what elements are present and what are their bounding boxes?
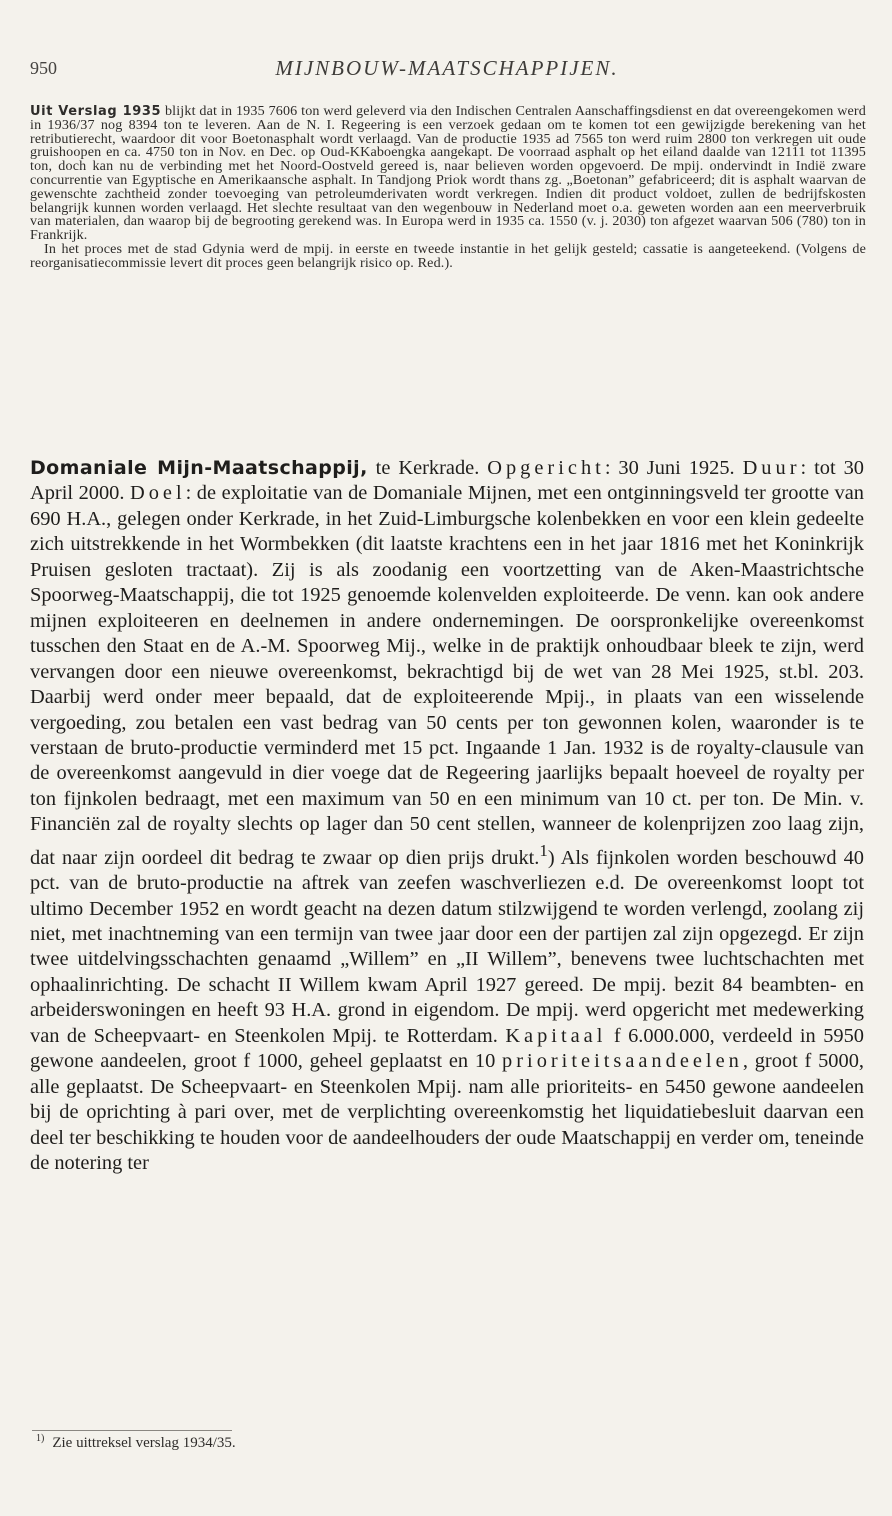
label-opgericht: Opgericht [487, 457, 605, 479]
label-duur: Duur [742, 457, 801, 479]
verslag-lead: Uit Verslag 1935 [30, 104, 162, 119]
entry-text-1: te Kerkrade. [367, 457, 488, 479]
entry-text-6: f 6.000.000, verdeeld in 5950 gewone aandeelen, groot f 1000, geheel geplaatst en 10 [30, 1024, 864, 1073]
previous-entry-text [30, 105, 866, 271]
entry-text-5: ) Als fijnkolen worden beschouwd 40 pct. van de bruto-productie na aftrek van zeefen waschverliezen e.d. De overeenkomst loopt tot ultimo December 1952 en wordt geacht na dezen datum stilzwijgend te worden verlengd, zoolang zij niet, met inachtneming van een termijn van twee jaar door een der partijen zal zijn opgezegd. Er zijn twee uitdelvingsschachten genaamd „Willem” en „II Willem”, benevens twee luchtschachten met ophaalinrichting. De schacht II Willem kwam April 1927 gereed. De mpij. bezit 84 beambten- en arbeiderswoningen en heeft 93 H.A. grond in eigendom. De mpij. werd opgericht met medewerking van de Scheepvaart- en Steenkolen Mpij. te Rotterdam. [30, 846, 864, 1047]
footnote-reference[interactable]: 1 [539, 840, 548, 860]
entry-text-2: : 30 Juni 1925. [604, 457, 743, 479]
footnote-text: Zie uittreksel verslag 1934/35. [52, 1435, 236, 1451]
footnote [36, 1433, 236, 1452]
company-name: Domaniale Mijn-Maatschappij, [30, 457, 368, 479]
entry-text-7: , groot f 5000, alle geplaatst. De Scheepvaart- en Steenkolen Mpij. nam alle prioriteits- en 5450 gewone aandeelen bij de oprichting à pari over, met de verplichting overeenkomstig het liquidatiebesluit daarvan een deel ter beschikking te houden voor de aandeelhouders der oude Maatschappij en verder om, teneinde de notering ter [30, 1050, 864, 1175]
entry-text-4: : de exploitatie van de Domaniale Mijnen, met een ontginningsveld ter grootte van 690 H.A., gelegen onder Kerkrade, in het Zuid-Limburgsche kolenbekken en voor een klein gedeelte zich uitstrekkende in het Wormbekken (dit laatste krachtens een in het jaar 1816 met het Koninkrijk Pruisen gesloten tractaat). Zij is als zoodanig een voortzetting van de Aken-Maastrichtsche Spoorweg-Maatschappij, die tot 1925 genoemde kolenvelden exploiteerde. De venn. kan ook andere mijnen exploiteeren en deelnemen in andere ondernemingen. De oorspronkelijke overeenkomst tusschen den Staat en de A.-M. Spoorweg Mij., welke in de praktijk onhoudbaar bleek te zijn, werd vervangen door een nieuwe overeenkomst, bekrachtigd bij de wet van 28 Mei 1925, st.bl. 203. Daarbij werd onder meer bepaald, dat de exploiteerende Mpij., in plaats van een wisselende vergoeding, zou betalen een vast bedrag van 50 cents per ton gewonnen kolen, waaronder is te verstaan de bruto-productie verminderd met 15 pct. Ingaande 1 Jan. 1932 is de royalty-clausule van de overeenkomst aangevuld in dier voege dat de Regeering jaarlijks bepaalt hoeveel de royalty per ton fijnkolen bedraagt, met een maximum van 50 en een minimum van 10 ct. per ton. De Min. v. Financiën zal de royalty slechts op lager dan 50 cent stellen, wanneer de kolenprijzen zoo laag zijn, dat naar zijn oordeel dit bedrag te zwaar op dien prijs drukt. [30, 482, 864, 869]
footnote-divider [32, 1430, 232, 1431]
running-title: MIJNBOUW-MAATSCHAPPIJEN. [275, 56, 619, 80]
label-kapitaal: Kapitaal [505, 1024, 607, 1047]
domaniale-entry [30, 456, 864, 1176]
footnote-marker: 1) [36, 1433, 45, 1444]
verslag-body: blijkt dat in 1935 7606 ton werd geleverd via den Indischen Centralen Aanschaffingsdienst en dat overeengekomen werd in 1936/37 nog 8394 ton te leveren. Aan de N. I. Regeering is een verzoek gedaan om te komen tot een gewijzigde berekening van het retributierecht, waardoor dit voor Boetonasphalt wordt verlaagd. Van de productie 1935 ad 7565 ton werd ruim 2800 ton verkregen uit oude gruishoopen en ca. 4750 ton in Nov. en Dec. op Oud-KKaboengka aangekapt. De voorraad asphalt op het eiland daalde van 12111 tot 11395 ton, doch kan nu de verbinding met het Noord-Oostveld gereed is, naar believen worden opgevoerd. De mpij. ondervindt in Indië zware concurrentie van Egyptische en Amerikaansche asphalt. In Tandjong Priok wordt thans zg. „Boetonan” gefabriceerd; dit is asphalt waarvan de gewenschte zachtheid zonder toevoeging van petroleumderivaten wordt verkregen. Indien dit product voldoet, zullen de bedrijfskosten belangrijk kunnen worden verlaagd. Het slechte resultaat van den wegenbouw in Nederland moet o.a. geweten worden aan een meerverbruik van materialen, dan waarop bij de begrooting gerekend was. In Europa werd in 1935 ca. 1550 (v. j. 2030) ton afgezet waarvan 506 (780) ton in Frankrijk. [30, 103, 866, 244]
label-prioriteitsaandeelen: prioriteitsaandeelen [502, 1050, 743, 1073]
verslag-paragraph [30, 105, 866, 243]
domaniale-paragraph [30, 456, 864, 1176]
page-number: 950 [30, 58, 57, 78]
page-header [30, 52, 864, 82]
entry-text-3: : tot 30 April 2000. [30, 457, 864, 505]
label-doel: Doel [129, 482, 186, 505]
gdynia-paragraph: In het proces met de stad Gdynia werd de mpij. in eerste en tweede instantie in het gelijk gesteld; cassatie is aangeteekend. (Volgens de reorganisatiecommissie levert dit proces geen belangrijk risico op. Red.). [30, 240, 866, 271]
